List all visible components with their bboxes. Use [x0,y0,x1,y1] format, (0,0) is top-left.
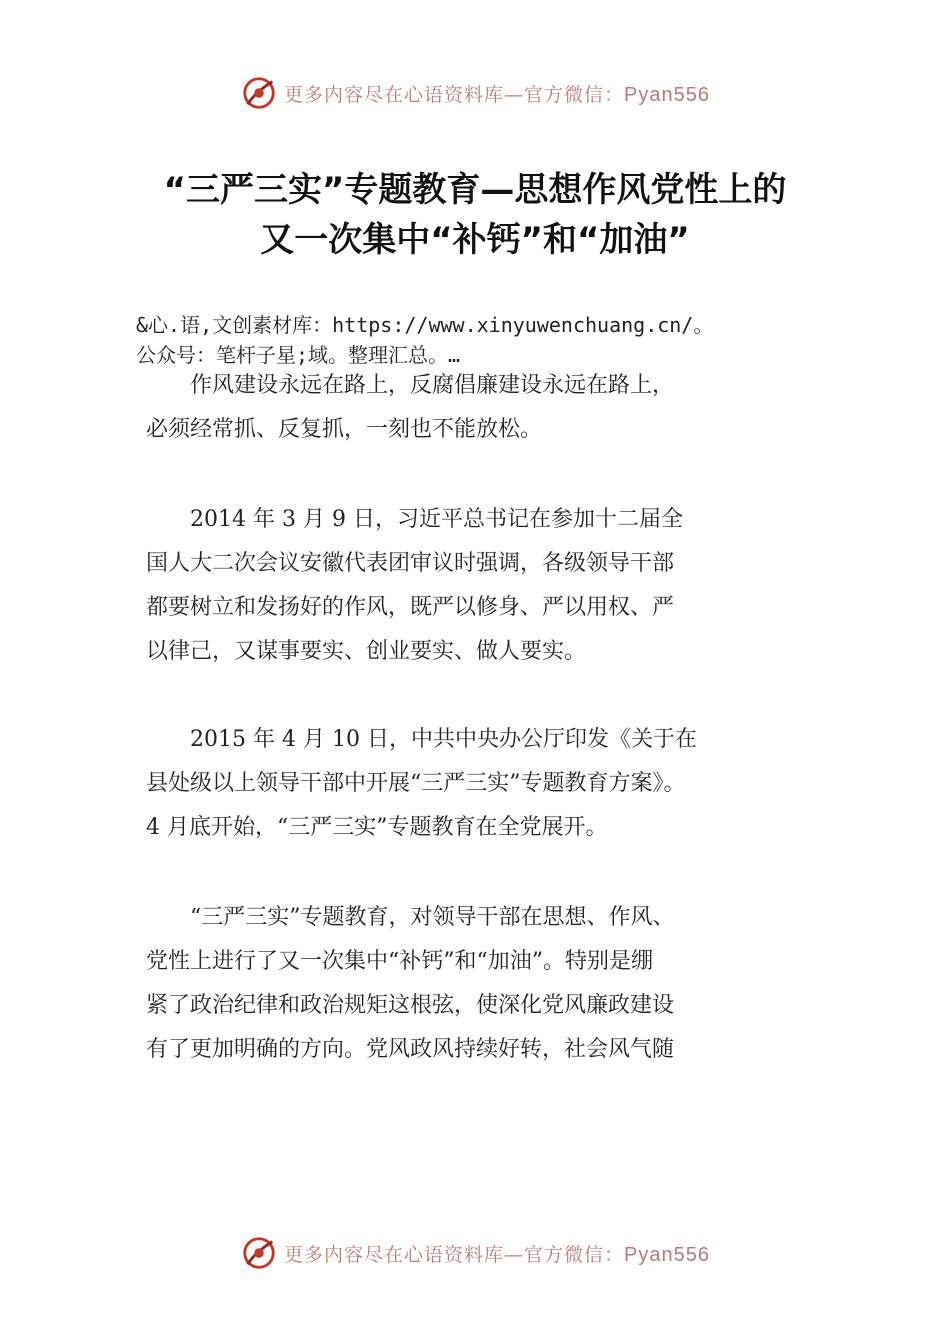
title-line-1: “三严三实”专题教育—思想作风党性上的 [163,170,787,210]
source-line-1: &心.语,文创素材库：https://www.xinyuwenchuang.cn/。 [136,313,714,337]
paragraph-1 [146,364,846,452]
paragraph-line: 2015 年 4 月 10 日，中共中央办公厅印发《关于在 [146,727,697,752]
banner-text: 更多内容尽在心语资料库—官方微信：Pyan556 [284,83,710,106]
paragraph-line: 国人大二次会议安徽代表团审议时强调，各级领导干部 [146,551,675,576]
paragraph-4 [146,896,846,1072]
header-banner [0,73,950,113]
paragraph-line: 2014 年 3 月 9 日，习近平总书记在参加十二届全 [146,507,683,532]
paragraph-line: 4 月底开始，“三严三实”专题教育在全党展开。 [146,815,608,840]
paragraph-3 [146,718,846,850]
paragraph-line: “三严三实”专题教育，对领导干部在思想、作风、 [146,905,675,930]
paragraph-line: 有了更加明确的方向。党风政风持续好转，社会风气随 [146,1037,675,1062]
paragraph-line: 都要树立和发扬好的作风，既严以修身、严以用权、严 [146,595,675,620]
source-line-2: 公众号：笔杆子星;域。整理汇总。… [136,343,461,367]
banner-text: 更多内容尽在心语资料库—官方微信：Pyan556 [284,1243,710,1266]
brand-logo-icon [240,74,278,112]
brand-logo-icon [240,1234,278,1272]
paragraph-2 [146,498,846,674]
paragraph-line: 县处级以上领导干部中开展“三严三实”专题教育方案》。 [146,771,686,796]
paragraph-line: 以律己，又谋事要实、创业要实、做人要实。 [146,639,587,664]
paragraph-line: 紧了政治纪律和政治规矩这根弦，使深化党风廉政建设 [146,993,675,1018]
paragraph-line: 党性上进行了又一次集中“补钙”和“加油”。特别是绷 [146,949,653,974]
title-line-2: 又一次集中“补钙”和“加油” [260,220,690,260]
document-title [0,165,950,265]
paragraph-line: 必须经常抓、反复抓，一刻也不能放松。 [146,417,543,442]
paragraph-line: 作风建设永远在路上，反腐倡廉建设永远在路上， [146,373,675,398]
footer-banner [0,1233,950,1273]
source-note [136,310,836,370]
